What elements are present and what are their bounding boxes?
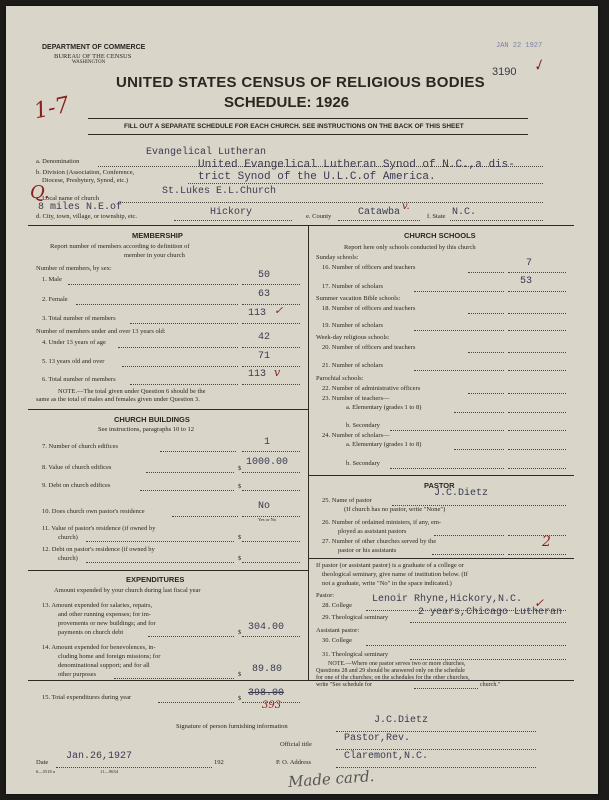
answer-line — [508, 535, 566, 536]
city-label: d. City, town, village, or township, etc. — [36, 213, 138, 220]
dollar-sign: $ — [238, 629, 242, 636]
po-address-label: P. O. Address — [276, 759, 312, 766]
q3-value: 113 — [248, 308, 267, 319]
dollar-sign: $ — [238, 555, 242, 562]
q16-label: 16. Number of officers and teachers — [322, 264, 416, 271]
handwritten-q: Q. — [30, 182, 50, 203]
answer-line — [242, 636, 300, 637]
q29-label: 29. Theological seminary — [322, 614, 389, 621]
q14-label-2: cluding home and foreign missions; for — [58, 653, 161, 660]
q14-label-4: other purposes — [58, 671, 97, 678]
leader — [140, 490, 234, 491]
leader — [454, 449, 504, 450]
q30-label: 30. College — [322, 637, 352, 644]
q10-label: 10. Does church own pastor's residence — [42, 508, 145, 515]
q12-label-2: church) — [58, 555, 78, 562]
rule — [88, 118, 528, 119]
answer-line — [242, 304, 300, 305]
answer-line — [508, 291, 566, 292]
q14-label: 14. Amount expended for benevolences, in- — [42, 644, 156, 651]
q15-correction: 393 — [262, 700, 282, 711]
leader — [468, 352, 504, 353]
rule — [28, 680, 574, 681]
q24a-label: a. Elementary (grades 1 to 8) — [346, 441, 422, 448]
expenditures-title: EXPENDITURES — [126, 575, 185, 584]
check-mark: v — [274, 366, 281, 379]
answer-line — [242, 472, 300, 473]
q26-label: 26. Number of ordained ministers, if any, em- — [322, 519, 442, 526]
check-mark: v. — [402, 201, 410, 212]
answer-line — [410, 622, 566, 623]
fill-line — [174, 220, 292, 221]
dollar-sign: $ — [238, 671, 242, 678]
column-divider — [308, 225, 309, 680]
q8-value: 1000.00 — [246, 457, 289, 468]
parochial-label: Parochial schools: — [316, 375, 364, 382]
form-title: UNITED STATES CENSUS OF RELIGIOUS BODIES — [116, 74, 485, 91]
q4-label: 4. Under 13 years of age — [42, 339, 106, 346]
answer-line — [242, 490, 300, 491]
leader — [432, 554, 504, 555]
q14-label-3: denominational support; and for all — [58, 662, 150, 669]
buildings-title: CHURCH BUILDINGS — [114, 415, 190, 424]
leader — [86, 562, 234, 563]
answer-line — [242, 702, 300, 703]
bureau-label: BUREAU OF THE CENSUS — [54, 53, 132, 60]
q21-label: 21. Number of scholars — [322, 362, 384, 369]
handwritten-note: Made card. — [287, 767, 375, 791]
grad-instruction-3: not a graduate, write "No" in the space indicated.) — [322, 580, 452, 587]
q4-value: 42 — [258, 332, 271, 343]
pastor-subhead: Pastor: — [316, 592, 335, 599]
membership-sub-2: member in your church — [124, 252, 185, 259]
fill-line — [338, 220, 420, 221]
dollar-sign: $ — [238, 483, 242, 490]
answer-line — [242, 451, 300, 452]
answer-line — [242, 323, 300, 324]
dollar-sign: $ — [238, 534, 242, 541]
answer-line — [508, 449, 566, 450]
leader — [114, 678, 234, 679]
q5-value: 71 — [258, 351, 271, 362]
answer-line — [336, 749, 536, 750]
q31-label: 31. Theological seminary — [322, 651, 389, 658]
division-value-2: trict Synod of the U.L.C.of America. — [198, 171, 436, 183]
q19-label: 19. Number of scholars — [322, 322, 384, 329]
leader — [390, 430, 504, 431]
answer-line — [508, 272, 566, 273]
state-label: f. State — [427, 213, 446, 220]
county-label: e. County — [306, 213, 332, 220]
dollar-sign: $ — [238, 695, 242, 702]
official-title-label: Official title — [280, 741, 312, 748]
schools-title: CHURCH SCHOOLS — [404, 231, 476, 240]
assistant-subhead: Assistant pastor: — [316, 627, 360, 634]
q10-note: Yes or No — [258, 517, 277, 522]
fill-line — [118, 202, 543, 203]
q12-label: 12. Debt on pastor's residence (if owned by — [42, 546, 155, 553]
q24b-label: b. Secondary — [346, 460, 380, 467]
membership-note-2: same as the total of males and females given under Question 3. — [36, 396, 200, 403]
answer-line — [508, 370, 566, 371]
q6-label: 6. Total number of members — [42, 376, 116, 383]
answer-line — [508, 330, 566, 331]
q13-label: 13. Amount expended for salaries, repairs, — [42, 602, 153, 609]
state-value: N.C. — [452, 207, 477, 218]
dept-label: DEPARTMENT OF COMMERCE — [42, 44, 146, 51]
rule — [308, 558, 574, 559]
rule — [88, 134, 528, 135]
signature-value: J.C.Dietz — [374, 715, 429, 726]
leader — [434, 535, 504, 536]
answer-line — [508, 412, 566, 413]
answer-line — [508, 468, 566, 469]
date-value: Jan.26,1927 — [66, 751, 133, 762]
q6-value: 113 — [248, 369, 267, 380]
form-number-2: 11—9634 — [100, 769, 118, 774]
q7-label: 7. Number of church edifices — [42, 443, 118, 450]
year-suffix: 192 — [214, 759, 224, 766]
answer-line — [242, 541, 300, 542]
city-value: Hickory — [210, 207, 253, 218]
leader — [468, 313, 504, 314]
q2-label: 2. Female — [42, 296, 68, 303]
membership-note: NOTE.—The total given under Question 6 should be the — [58, 388, 206, 395]
instruction-text: FILL OUT A SEPARATE SCHEDULE FOR EACH CHURCH. SEE INSTRUCTIONS ON THE BACK OF THIS SHEET — [124, 123, 464, 130]
answer-line — [366, 645, 566, 646]
expenditures-sub: Amount expended by your church during last fiscal year — [54, 587, 201, 594]
q20-label: 20. Number of officers and teachers — [322, 344, 416, 351]
check-mark: ✓ — [530, 56, 548, 76]
pastor-title: PASTOR — [424, 481, 455, 490]
q15-value: 398.00 — [248, 688, 285, 699]
q25-note: (If church has no pastor, write "None") — [344, 506, 446, 513]
q27-label-2: pastor or his assistants — [338, 547, 397, 554]
q13-label-3: provements or new buildings; and for — [58, 620, 156, 627]
q26-label-2: ployed as assistant pastors — [338, 528, 407, 535]
answer-line — [242, 384, 300, 385]
church-name-value: St.Lukes E.L.Church — [162, 186, 277, 197]
check-mark: ✓ — [274, 304, 284, 317]
q7-value: 1 — [264, 437, 271, 448]
division-label: b. Division (Association, Conference, — [36, 169, 135, 176]
date-label: Date — [36, 759, 49, 766]
q13-value: 304.00 — [248, 622, 285, 633]
denomination-value: Evangelical Lutheran — [146, 147, 267, 158]
denomination-label: a. Denomination — [36, 158, 80, 165]
q9-label: 9. Debt on church edifices — [42, 482, 111, 489]
leader — [148, 636, 234, 637]
q11-label-2: church) — [58, 534, 78, 541]
age-intro-label: Number of members under and over 13 years old: — [36, 328, 166, 335]
q27-label: 27. Number of other churches served by the — [322, 538, 437, 545]
leader — [390, 468, 504, 469]
leader — [454, 412, 504, 413]
q23-label: 23. Number of teachers— — [322, 395, 390, 402]
answer-line — [508, 352, 566, 353]
file-number: 3190 — [492, 66, 517, 78]
sunday-label: Sunday schools: — [316, 254, 359, 261]
summer-label: Summer vacation Bible schools: — [316, 295, 401, 302]
q13-label-4: payments on church debt — [58, 629, 124, 636]
answer-line — [410, 659, 566, 660]
signature-label: Signature of person furnishing information — [176, 723, 288, 730]
q11-label: 11. Value of pastor's residence (if owned by — [42, 525, 156, 532]
leader — [118, 347, 238, 348]
q28-value: Lenoir Rhyne,Hickory,N.C. — [372, 594, 523, 605]
q27-value: 2 — [542, 534, 551, 550]
q16-value: 7 — [526, 258, 533, 269]
answer-line — [336, 731, 536, 732]
leader — [414, 291, 504, 292]
po-address-value: Claremont,N.C. — [344, 751, 429, 762]
leader — [414, 370, 504, 371]
county-value: Catawba — [358, 207, 401, 218]
rule — [28, 225, 574, 226]
fill-line — [188, 183, 543, 184]
leader — [130, 323, 238, 324]
leader — [468, 393, 504, 394]
grad-instruction-2: theological seminary, give name of institution below. (If — [322, 571, 468, 578]
membership-sub: Report number of members according to definition of — [50, 243, 190, 250]
census-form — [6, 6, 598, 794]
answer-line — [508, 393, 566, 394]
pastor-note-2: Questions 28 and 29 should be answered only on the schedule — [316, 668, 465, 674]
handwritten-mark: 1-7 — [31, 92, 72, 125]
weekday-label: Week-day religious schools: — [316, 334, 390, 341]
official-title-value: Pastor,Rev. — [344, 733, 411, 744]
q17-value: 53 — [520, 276, 533, 287]
leader — [86, 541, 234, 542]
pastor-note-4: write "See schedule for — [316, 682, 372, 688]
schedule-title: SCHEDULE: 1926 — [224, 94, 350, 111]
check-mark: ✓ — [534, 596, 545, 610]
q25-value: J.C.Dietz — [434, 488, 489, 499]
answer-line — [56, 767, 212, 768]
q23a-label: a. Elementary (grades 1 to 8) — [346, 404, 422, 411]
leader — [68, 284, 238, 285]
q2-value: 63 — [258, 289, 271, 300]
answer-line — [242, 284, 300, 285]
q3-label: 3. Total number of members — [42, 315, 116, 322]
q23b-label: b. Secondary — [346, 422, 380, 429]
answer-line — [242, 347, 300, 348]
q24-label: 24. Number of scholars— — [322, 432, 390, 439]
q15-label: 15. Total expenditures during year — [42, 694, 132, 701]
leader — [130, 384, 238, 385]
answer-line — [414, 688, 478, 689]
q22-label: 22. Number of administrative officers — [322, 385, 421, 392]
answer-line — [242, 366, 300, 367]
answer-line — [242, 562, 300, 563]
answer-line — [508, 313, 566, 314]
dollar-sign: $ — [238, 465, 242, 472]
answer-line — [508, 430, 566, 431]
rule — [28, 570, 308, 571]
leader — [122, 366, 238, 367]
rule — [28, 409, 308, 410]
q8-label: 8. Value of church edifices — [42, 464, 112, 471]
answer-line — [508, 554, 566, 555]
q29-value: 2 years,Chicago Lutheran — [418, 607, 563, 618]
pastor-note-5: church." — [480, 682, 501, 688]
q5-label: 5. 13 years old and over — [42, 358, 105, 365]
schools-sub: Report here only schools conducted by this church — [344, 244, 476, 251]
q25-label: 25. Name of pastor — [322, 497, 372, 504]
form-number: 6—5518 a — [36, 769, 55, 774]
leader — [158, 702, 234, 703]
division-value: United Evangelical Lutheran Synod of N.C.,a dis- — [198, 159, 515, 171]
by-sex-label: Number of members, by sex: — [36, 265, 112, 272]
q1-value: 50 — [258, 270, 271, 281]
leader — [468, 272, 504, 273]
leader — [76, 304, 238, 305]
location-prefix: 8 miles N.E.of — [38, 202, 123, 213]
buildings-sub: See instructions, paragraphs 10 to 12 — [98, 426, 195, 433]
leader — [146, 472, 234, 473]
q13-label-2: and other running expenses; for im- — [58, 611, 151, 618]
leader — [414, 330, 504, 331]
q17-label: 17. Number of scholars — [322, 283, 384, 290]
rule — [308, 475, 574, 476]
q14-value: 89.80 — [252, 664, 283, 675]
pastor-note-3: for one of the churches; on the schedules for the other churches, — [316, 675, 470, 681]
division-label-2: Diocese, Presbytery, Synod, etc.) — [42, 177, 129, 184]
pastor-note: NOTE.—Where one pastor serves two or more churches, — [328, 661, 466, 667]
leader — [172, 516, 238, 517]
q18-label: 18. Number of officers and teachers — [322, 305, 416, 312]
q10-value: No — [258, 501, 271, 512]
city-label: WASHINGTON — [72, 60, 106, 65]
church-name-label: c. Local name of church — [36, 195, 99, 202]
date-stamp: JAN 22 1927 — [496, 42, 543, 50]
membership-title: MEMBERSHIP — [132, 231, 183, 240]
grad-instruction: If pastor (or assistant pastor) is a graduate of a college or — [316, 562, 464, 569]
q28-label: 28. College — [322, 602, 352, 609]
q1-label: 1. Male — [42, 276, 62, 283]
fill-line — [450, 220, 543, 221]
leader — [160, 451, 236, 452]
